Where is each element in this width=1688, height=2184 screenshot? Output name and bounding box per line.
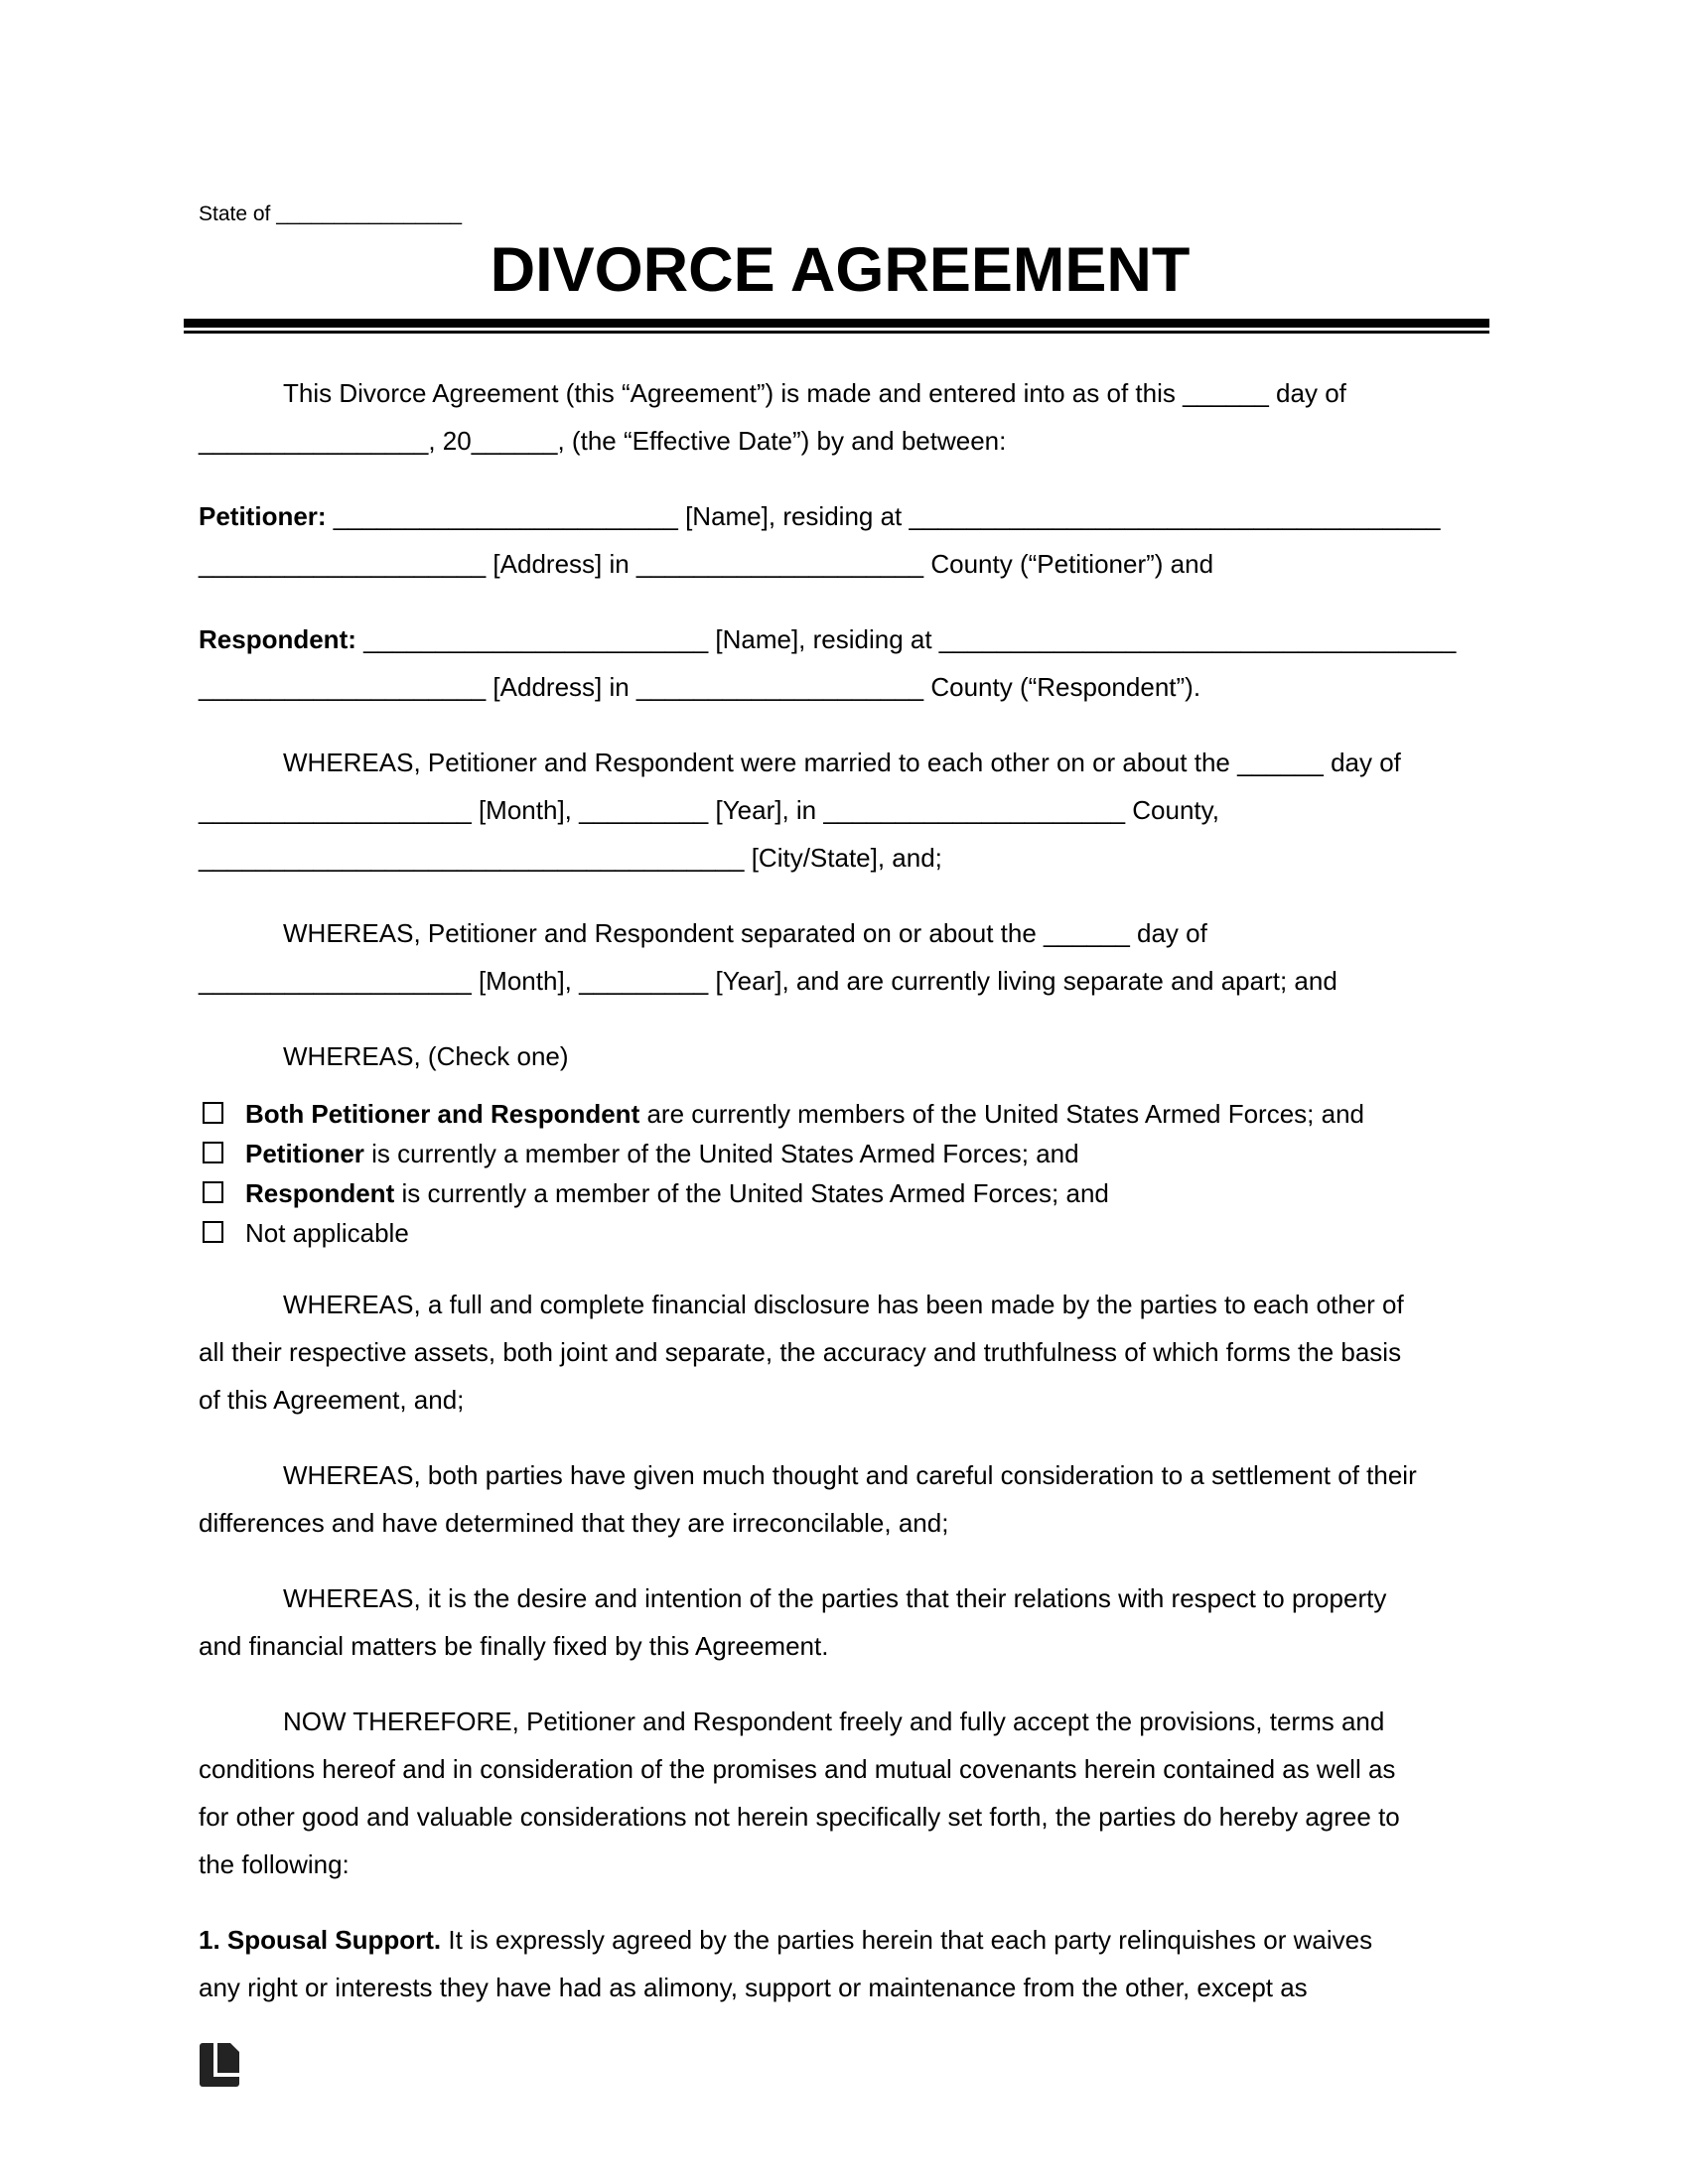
text-line: Respondent: ________________________ [Name], residing at ____________________________________ (199, 624, 1457, 654)
text-line: WHEREAS, both parties have given much thought and careful consideration to a settlement of their (283, 1460, 1417, 1490)
paragraph-intention (199, 1574, 1481, 1670)
text-line: all their respective assets, both joint and separate, the accuracy and truthfulness of which forms the basis (199, 1337, 1402, 1367)
document-body (199, 369, 1481, 2011)
text-line: ___________________ [Month], _________ [Year], in _____________________ County, (199, 795, 1219, 825)
text-line: Petitioner: ________________________ [Name], residing at _____________________________________ (199, 501, 1441, 531)
text-line: differences and have determined that they are irreconcilable, and; (199, 1508, 949, 1538)
checklist-item-label: Respondent is currently a member of the United States Armed Forces; and (245, 1178, 1109, 1208)
text-line: WHEREAS, a full and complete financial disclosure has been made by the parties to each other of (283, 1290, 1404, 1319)
text-line: WHEREAS, Petitioner and Respondent separated on or about the ______ day of (283, 918, 1207, 948)
text-line: ____________________ [Address] in ____________________ County (“Petitioner”) and (199, 549, 1214, 579)
checklist-item-label: Both Petitioner and Respondent are currently members of the United States Armed Forces; and (245, 1099, 1364, 1129)
armed-forces-checklist (199, 1094, 1481, 1253)
checklist-item-label: Petitioner is currently a member of the United States Armed Forces; and (245, 1139, 1079, 1168)
paragraph-consideration (199, 1451, 1481, 1547)
text-line: for other good and valuable considerations not herein specifically set forth, the parties do hereby agree to (199, 1802, 1400, 1832)
text-line: any right or interests they have had as alimony, support or maintenance from the other, except as (199, 1973, 1308, 2002)
paragraph-spousal-support (199, 1916, 1481, 2011)
checkbox-icon[interactable] (203, 1221, 223, 1243)
text-line: ____________________ [Address] in ____________________ County (“Respondent”). (199, 672, 1201, 702)
text-line: conditions hereof and in consideration of the promises and mutual covenants herein contained as well as (199, 1754, 1396, 1784)
checklist-item-label: Not applicable (245, 1218, 409, 1248)
checklist-item-petitioner (199, 1134, 1481, 1173)
paragraph-check-one (199, 1032, 1481, 1080)
text-line: ___________________ [Month], _________ [Year], and are currently living separate and apart; and (199, 966, 1337, 996)
text-line: ________________, 20______, (the “Effective Date”) by and between: (199, 426, 1007, 456)
checklist-item-respondent (199, 1173, 1481, 1213)
page-title: DIVORCE AGREEMENT (490, 235, 1191, 305)
checklist-item-both (199, 1094, 1481, 1134)
text-line: the following: (199, 1849, 350, 1879)
text-line: of this Agreement, and; (199, 1385, 465, 1415)
legal-templates-logo-icon (200, 2043, 239, 2087)
text-line: 1. Spousal Support. It is expressly agreed by the parties herein that each party relinquishes or waives (199, 1925, 1373, 1955)
paragraph-marriage (199, 739, 1481, 882)
text-line: This Divorce Agreement (this “Agreement”) is made and entered into as of this ______ day of (283, 378, 1346, 408)
checkbox-icon[interactable] (203, 1142, 223, 1163)
checkbox-icon[interactable] (203, 1102, 223, 1124)
text-line: WHEREAS, Petitioner and Respondent were married to each other on or about the ______ day of (283, 748, 1401, 777)
paragraph-petitioner (199, 492, 1481, 588)
paragraph-separation (199, 909, 1481, 1005)
text-line: WHEREAS, it is the desire and intention of the parties that their relations with respect to property (283, 1583, 1387, 1613)
checklist-item-not-applicable (199, 1213, 1481, 1253)
state-of-line (199, 202, 1481, 227)
folded-corner-icon (230, 2043, 239, 2052)
paragraph-intro (199, 369, 1481, 465)
text-line: ______________________________________ [City/State], and; (199, 843, 942, 873)
state-of-label: State of (199, 203, 271, 225)
text-line: and financial matters be finally fixed by this Agreement. (199, 1631, 829, 1661)
paragraph-financial-disclosure (199, 1281, 1481, 1424)
checkbox-icon[interactable] (203, 1181, 223, 1203)
text-line: NOW THEREFORE, Petitioner and Respondent freely and fully accept the provisions, terms and (283, 1706, 1385, 1736)
title-divider (184, 319, 1489, 334)
state-of-blank: ________________ (276, 203, 463, 225)
text-line: WHEREAS, (Check one) (283, 1041, 569, 1071)
paragraph-respondent (199, 615, 1481, 711)
paragraph-now-therefore (199, 1698, 1481, 1888)
